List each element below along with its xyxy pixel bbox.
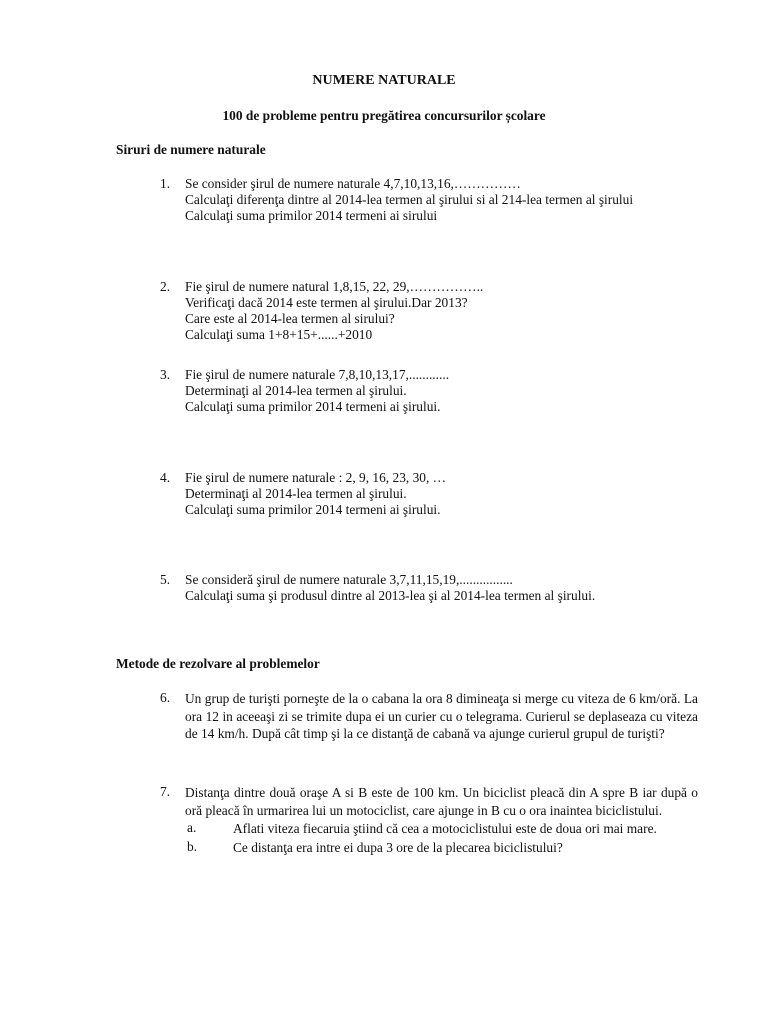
problem-line: Care este al 2014-lea termen al sirului?: [185, 311, 395, 326]
subitem-text: Ce distanţa era intre ei dupa 3 ore de la plecarea biciclistului?: [233, 839, 563, 855]
problem-5: [160, 572, 698, 604]
problem-text: Distanţa dintre două oraşe A si B este de 100 km. Un biciclist pleacă din A spre B iar după o oră pleacă în urmarirea lui un motociclist, care ajunge in B cu o ora inaintea biciclistului.: [185, 785, 698, 818]
problem-number: 2.: [160, 279, 171, 294]
problem-text: Un grup de turişti porneşte de la o cabana la ora 8 dimineaţa si merge cu viteza de 6 km/oră. La ora 12 in aceeaşi zi se trimite dupa ei un curier cu o telegrama. Curierul se deplaseaza cu viteza de 14 km/h. După cât timp şi la ce distanţă de cabană va ajunge curierul grupul de turişti?: [185, 691, 698, 741]
problem-1: [160, 176, 698, 224]
subitem-label: b.: [187, 838, 198, 854]
subitem-text: Aflati viteza fiecaruia ştiind că cea a motociclistului este de doua ori mai mare.: [233, 821, 657, 836]
problem-6: [160, 690, 698, 743]
problem-number: 5.: [160, 572, 171, 587]
problem-subitem-a: [187, 820, 698, 838]
problem-line: Se consideră şirul de numere naturale 3,7,11,15,19,................: [185, 572, 513, 587]
problem-number: 1.: [160, 176, 171, 191]
problem-number: 4.: [160, 470, 171, 485]
problem-line: Calculaţi suma primilor 2014 termeni ai şirului.: [185, 502, 441, 517]
subitem-label: a.: [187, 820, 197, 835]
problem-line: Calculaţi suma 1+8+15+......+2010: [185, 327, 373, 342]
problem-line: Verificaţi dacă 2014 este termen al şirului.Dar 2013?: [185, 295, 468, 310]
problem-4: [160, 470, 698, 518]
section-heading-siruri: Siruri de numere naturale: [116, 142, 266, 157]
problem-line: Calculaţi suma primilor 2014 termeni ai şirului.: [185, 399, 441, 414]
problem-line: Fie şirul de numere naturale : 2, 9, 16, 23, 30, …: [185, 470, 447, 485]
document-subtitle: 100 de probleme pentru pregătirea concursurilor școlare: [222, 108, 546, 123]
problem-line: Calculaţi suma şi produsul dintre al 2013-lea şi al 2014-lea termen al şirului.: [185, 588, 596, 603]
problem-line: Fie şirul de numere naturale 7,8,10,13,17,............: [185, 367, 450, 382]
problem-line: Determinaţi al 2014-lea termen al şirului.: [185, 486, 407, 501]
section-heading-metode: Metode de rezolvare al problemelor: [116, 656, 320, 671]
problem-line: Determinaţi al 2014-lea termen al şirului.: [185, 383, 407, 398]
problem-line: Fie şirul de numere natural 1,8,15, 22, 29,……………..: [185, 279, 484, 294]
problem-line: Calculaţi suma primilor 2014 termeni ai sirului: [185, 208, 438, 223]
problem-7: [160, 784, 698, 856]
problem-line: Se consider şirul de numere naturale 4,7,10,13,16,……………: [185, 176, 521, 191]
document-title: NUMERE NATURALE: [312, 73, 456, 88]
problem-subitem-b: [187, 838, 698, 857]
problem-3: [160, 367, 698, 415]
problem-line: Calculaţi diferenţa dintre al 2014-lea termen al şirului si al 214-lea termen al şirului: [185, 192, 634, 207]
problem-number: 7.: [160, 784, 171, 799]
problem-number: 6.: [160, 690, 171, 705]
problem-2: [160, 279, 698, 343]
problem-number: 3.: [160, 367, 171, 382]
